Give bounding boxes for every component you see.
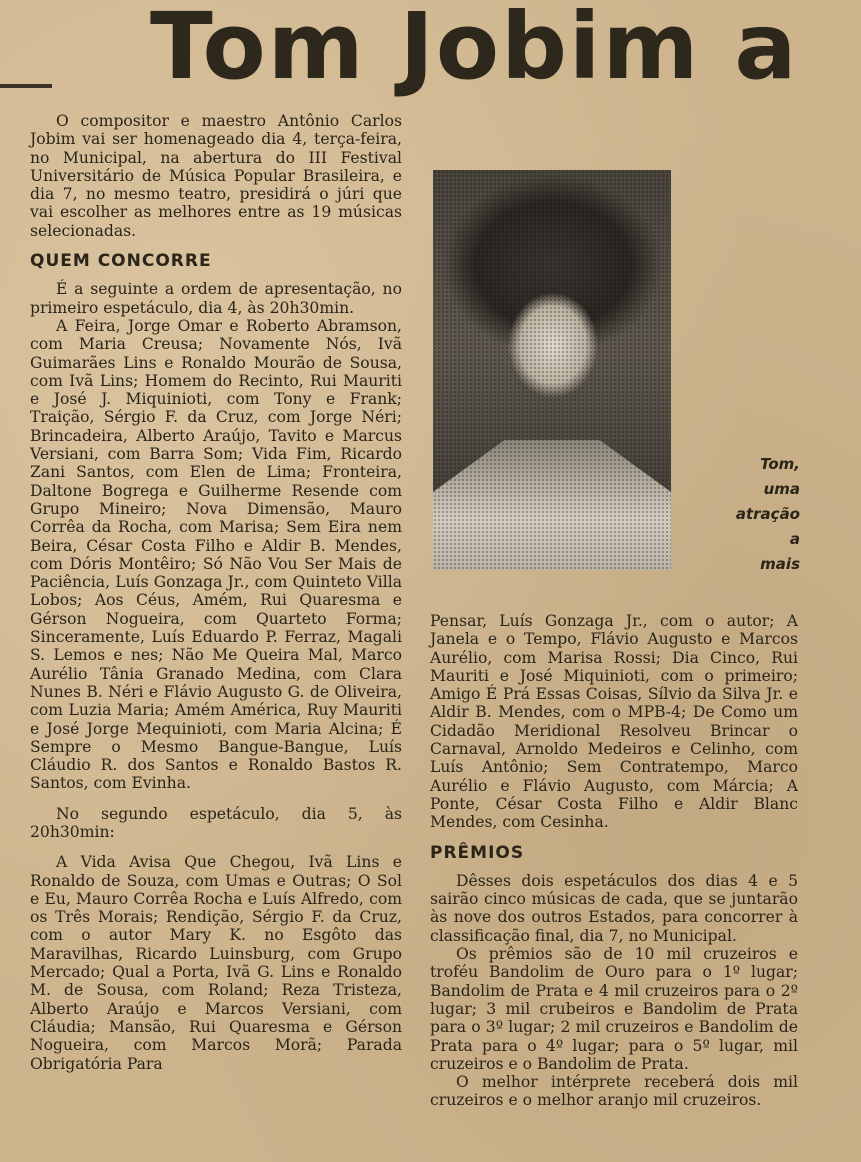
right-column	[430, 612, 798, 1110]
caption-line: uma	[763, 480, 800, 498]
caption-line: Tom,	[760, 455, 800, 473]
dash-rule	[0, 84, 52, 88]
paragraph: A Vida Avisa Que Chegou, Ivã Lins e Ronaldo de Souza, com Umas e Outras; O Sol e Eu, Mauro Corrêa Rocha e Luís Alfredo, com os Três Morais; Rendição, Sérgio F. da Cruz, com o autor Mary K. no Esgôto das Maravilhas, Ricardo Luinsburg, com Grupo Mercado; Qual a Porta, Ivã G. Lins e Ronaldo M. de Sousa, com Roland; Reza Tristeza, Alberto Araújo e Marcos Versiani, com Cláudia; Mansão, Rui Quaresma e Gérson Nogueira, com Marcos Morã; Parada Obrigatória Para	[30, 853, 402, 1073]
paragraph: Dêsses dois espetáculos dos dias 4 e 5 sairão cinco músicas de cada, que se juntarão às nove dos outros Estados, para concorrer à classificação final, dia 7, no Municipal.	[430, 871, 798, 945]
caption-line: atração	[735, 505, 800, 523]
paragraph: A Feira, Jorge Omar e Roberto Abramson, com Maria Creusa; Novamente Nós, Ivã Guimarães Lins e Ronaldo Mourão de Sousa, com Ivã Lins; Homem do Recinto, Rui Mauriti e José J. Miquinioti, com Tony e Frank; Traição, Sérgio F. da Cruz, com Jorge Néri; Brincadeira, Alberto Araújo, Tavito e Marcus Versiani, com Barra Som; Vida Fim, Ricardo Zani Santos, com Elen de Lima; Fronteira, Daltone Bogrega e Guilherme Resende com Grupo Mineiro; Nova Dimensão, Mauro Corrêa da Rocha, com Marisa; Sem Eira nem Beira, César Costa Filho e Aldir B. Mendes, com Dóris Montêiro; Só Não Vou Ser Mais de Paciência, Luís Gonzaga Jr., com Quinteto Villa Lobos; Aos Céus, Amém, Rui Quaresma e Gérson Nogueira, com Quarteto Forma; Sinceramente, Luís Eduardo P. Ferraz, Magali S. Lemos e nes; Não Me Queira Mal, Marco Aurélio Tânia Granado Medina, com Clara Nunes B. Néri e Flávio Augusto G. de Oliveira, com Luzia Maria; Amém América, Ruy Mauriti e José Jorge Mequinioti, com Maria Alcina; É Sempre o Mesmo Bangue-Bangue, Luís Cláudio R. dos Santos e Ronaldo Bastos R. Santos, com Evinha.	[30, 316, 402, 793]
left-column	[30, 112, 402, 1073]
caption-line: mais	[760, 555, 800, 573]
intro-paragraph: O compositor e maestro Antônio Carlos Jobim vai ser homenageado dia 4, terça-feira, no Municipal, na abertura do III Festival Universitário de Música Popular Brasileira, e dia 7, no mesmo teatro, presidirá o júri que vai escolher as melhores entre as 19 músicas selecionadas.	[30, 112, 402, 240]
portrait-photo	[433, 170, 671, 570]
photo-caption	[680, 452, 800, 577]
section-title-premios: PRÊMIOS	[430, 842, 525, 863]
paragraph: Pensar, Luís Gonzaga Jr., com o autor; A Janela e o Tempo, Flávio Augusto e Marcos Aurélio, com Marisa Rossi; Dia Cinco, Rui Mauriti e José Miquinioti, com o primeiro; Amigo É Prá Essas Coisas, Sílvio da Silva Jr. e Aldir B. Mendes, com o MPB-4; De Como um Cidadão Meridional Resolveu Brincar o Carnaval, Arnoldo Medeiros e Celinho, com Luís Antônio; Sem Contratempo, Marco Aurélio e Flávio Augusto, com Márcia; A Ponte, César Costa Filho e Aldir Blanc Mendes, com Cesinha.	[430, 612, 798, 832]
paragraph: O melhor intérprete receberá dois mil cruzeiros e o melhor aranjo mil cruzeiros.	[430, 1073, 798, 1110]
headline: Tom Jobim a	[150, 0, 799, 100]
paragraph: É a seguinte a ordem de apresentação, no primeiro espetáculo, dia 4, às 20h30min.	[30, 280, 402, 317]
section-title-quem-concorre: QUEM CONCORRE	[30, 251, 212, 272]
caption-line: a	[789, 530, 800, 548]
photo-shoulders	[433, 440, 671, 570]
paragraph: Os prêmios são de 10 mil cruzeiros e troféu Bandolim de Ouro para o 1º lugar; Bandolim de Prata e 4 mil cruzeiros para o 2º lugar; 3 mil crubeiros e Bandolim de Prata para o 3º lugar; 2 mil cruzeiros e Bandolim de Prata para o 4º lugar; para o 5º lugar, mil cruzeiros e o Bandolim de Prata.	[430, 945, 798, 1073]
paragraph: No segundo espetáculo, dia 5, às 20h30min:	[30, 804, 402, 841]
